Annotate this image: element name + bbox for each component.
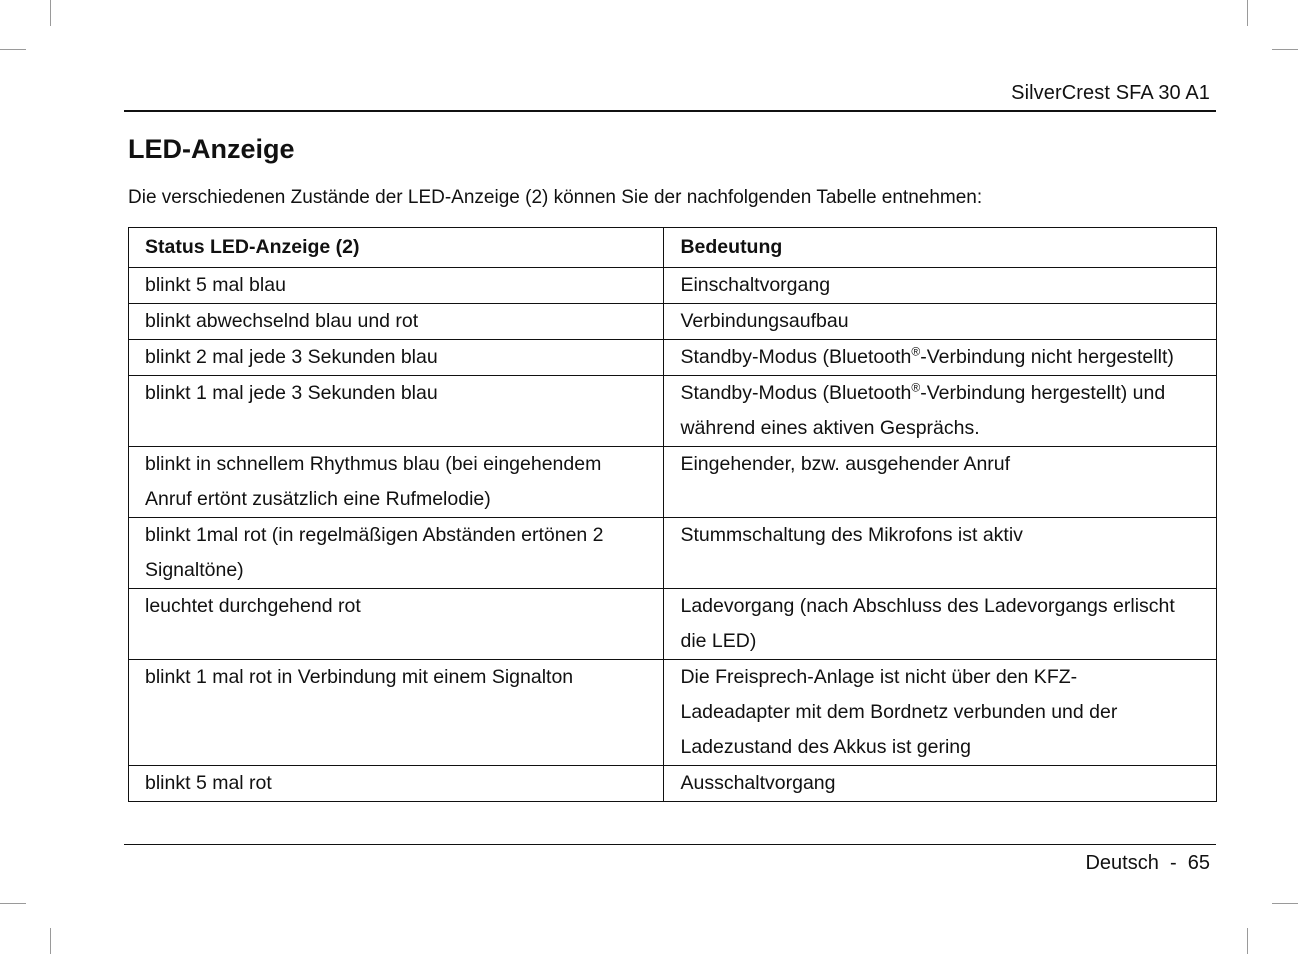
crop-mark: [0, 903, 26, 904]
status-cell: blinkt 2 mal jede 3 Sekunden blau: [129, 340, 664, 376]
status-cell: blinkt 1 mal jede 3 Sekunden blau: [129, 376, 664, 447]
section-heading: LED-Anzeige: [128, 134, 295, 164]
status-cell: blinkt abwechselnd blau und rot: [129, 304, 664, 340]
column-header-meaning: Bedeutung: [664, 228, 1217, 268]
page-number: 65: [1187, 852, 1210, 874]
crop-mark: [50, 928, 51, 954]
meaning-text: -Verbindung hergestellt) und während eines aktiven Gesprächs.: [680, 382, 1166, 439]
footer-separator: -: [1169, 852, 1177, 874]
table-row: [129, 304, 1217, 340]
table-row: [129, 268, 1217, 304]
status-cell: blinkt 5 mal blau: [129, 268, 664, 304]
header-product-name: SilverCrest SFA 30 A1: [1011, 82, 1210, 104]
meaning-cell: Verbindungsaufbau: [664, 304, 1217, 340]
column-header-status: Status LED-Anzeige (2): [129, 228, 664, 268]
registered-mark: ®: [911, 344, 921, 359]
crop-mark: [1272, 903, 1298, 904]
status-cell: blinkt 1mal rot (in regelmäßigen Abständen ertönen 2 Signaltöne): [129, 518, 664, 589]
table-row: [129, 340, 1217, 376]
status-cell: blinkt in schnellem Rhythmus blau (bei eingehendem Anruf ertönt zusätzlich eine Rufmelodie): [129, 447, 664, 518]
footer-divider: [124, 844, 1216, 845]
table-row: [129, 376, 1217, 447]
meaning-text: Standby-Modus (Bluetooth: [680, 346, 912, 368]
meaning-cell: [664, 376, 1217, 447]
meaning-text: Standby-Modus (Bluetooth: [680, 382, 912, 404]
table-row: [129, 447, 1217, 518]
crop-mark: [0, 49, 26, 50]
footer-language: Deutsch: [1085, 852, 1159, 874]
crop-mark: [1247, 928, 1248, 954]
status-cell: blinkt 5 mal rot: [129, 766, 664, 802]
meaning-text: -Verbindung nicht hergestellt): [920, 346, 1174, 368]
meaning-cell: [664, 340, 1217, 376]
table-row: [129, 766, 1217, 802]
table-row: [129, 660, 1217, 766]
led-status-table: [128, 227, 1217, 802]
meaning-cell: Die Freisprech-Anlage ist nicht über den KFZ- Ladeadapter mit dem Bordnetz verbunden und der Ladezustand des Akkus ist gering: [664, 660, 1217, 766]
header-divider: [124, 110, 1216, 112]
meaning-cell: Ausschaltvorgang: [664, 766, 1217, 802]
table-row: [129, 589, 1217, 660]
footer: [1085, 852, 1210, 875]
crop-mark: [1272, 49, 1298, 50]
registered-mark: ®: [911, 380, 921, 395]
status-cell: blinkt 1 mal rot in Verbindung mit einem Signalton: [129, 660, 664, 766]
status-cell: leuchtet durchgehend rot: [129, 589, 664, 660]
intro-paragraph: Die verschiedenen Zustände der LED-Anzeige (2) können Sie der nachfolgenden Tabelle entnehmen:: [128, 187, 983, 208]
meaning-cell: Einschaltvorgang: [664, 268, 1217, 304]
meaning-cell: Stummschaltung des Mikrofons ist aktiv: [664, 518, 1217, 589]
crop-mark: [50, 0, 51, 26]
meaning-cell: Eingehender, bzw. ausgehender Anruf: [664, 447, 1217, 518]
table-header-row: [129, 228, 1217, 268]
meaning-cell: Ladevorgang (nach Abschluss des Ladevorgangs erlischt die LED): [664, 589, 1217, 660]
table-row: [129, 518, 1217, 589]
crop-mark: [1247, 0, 1248, 26]
